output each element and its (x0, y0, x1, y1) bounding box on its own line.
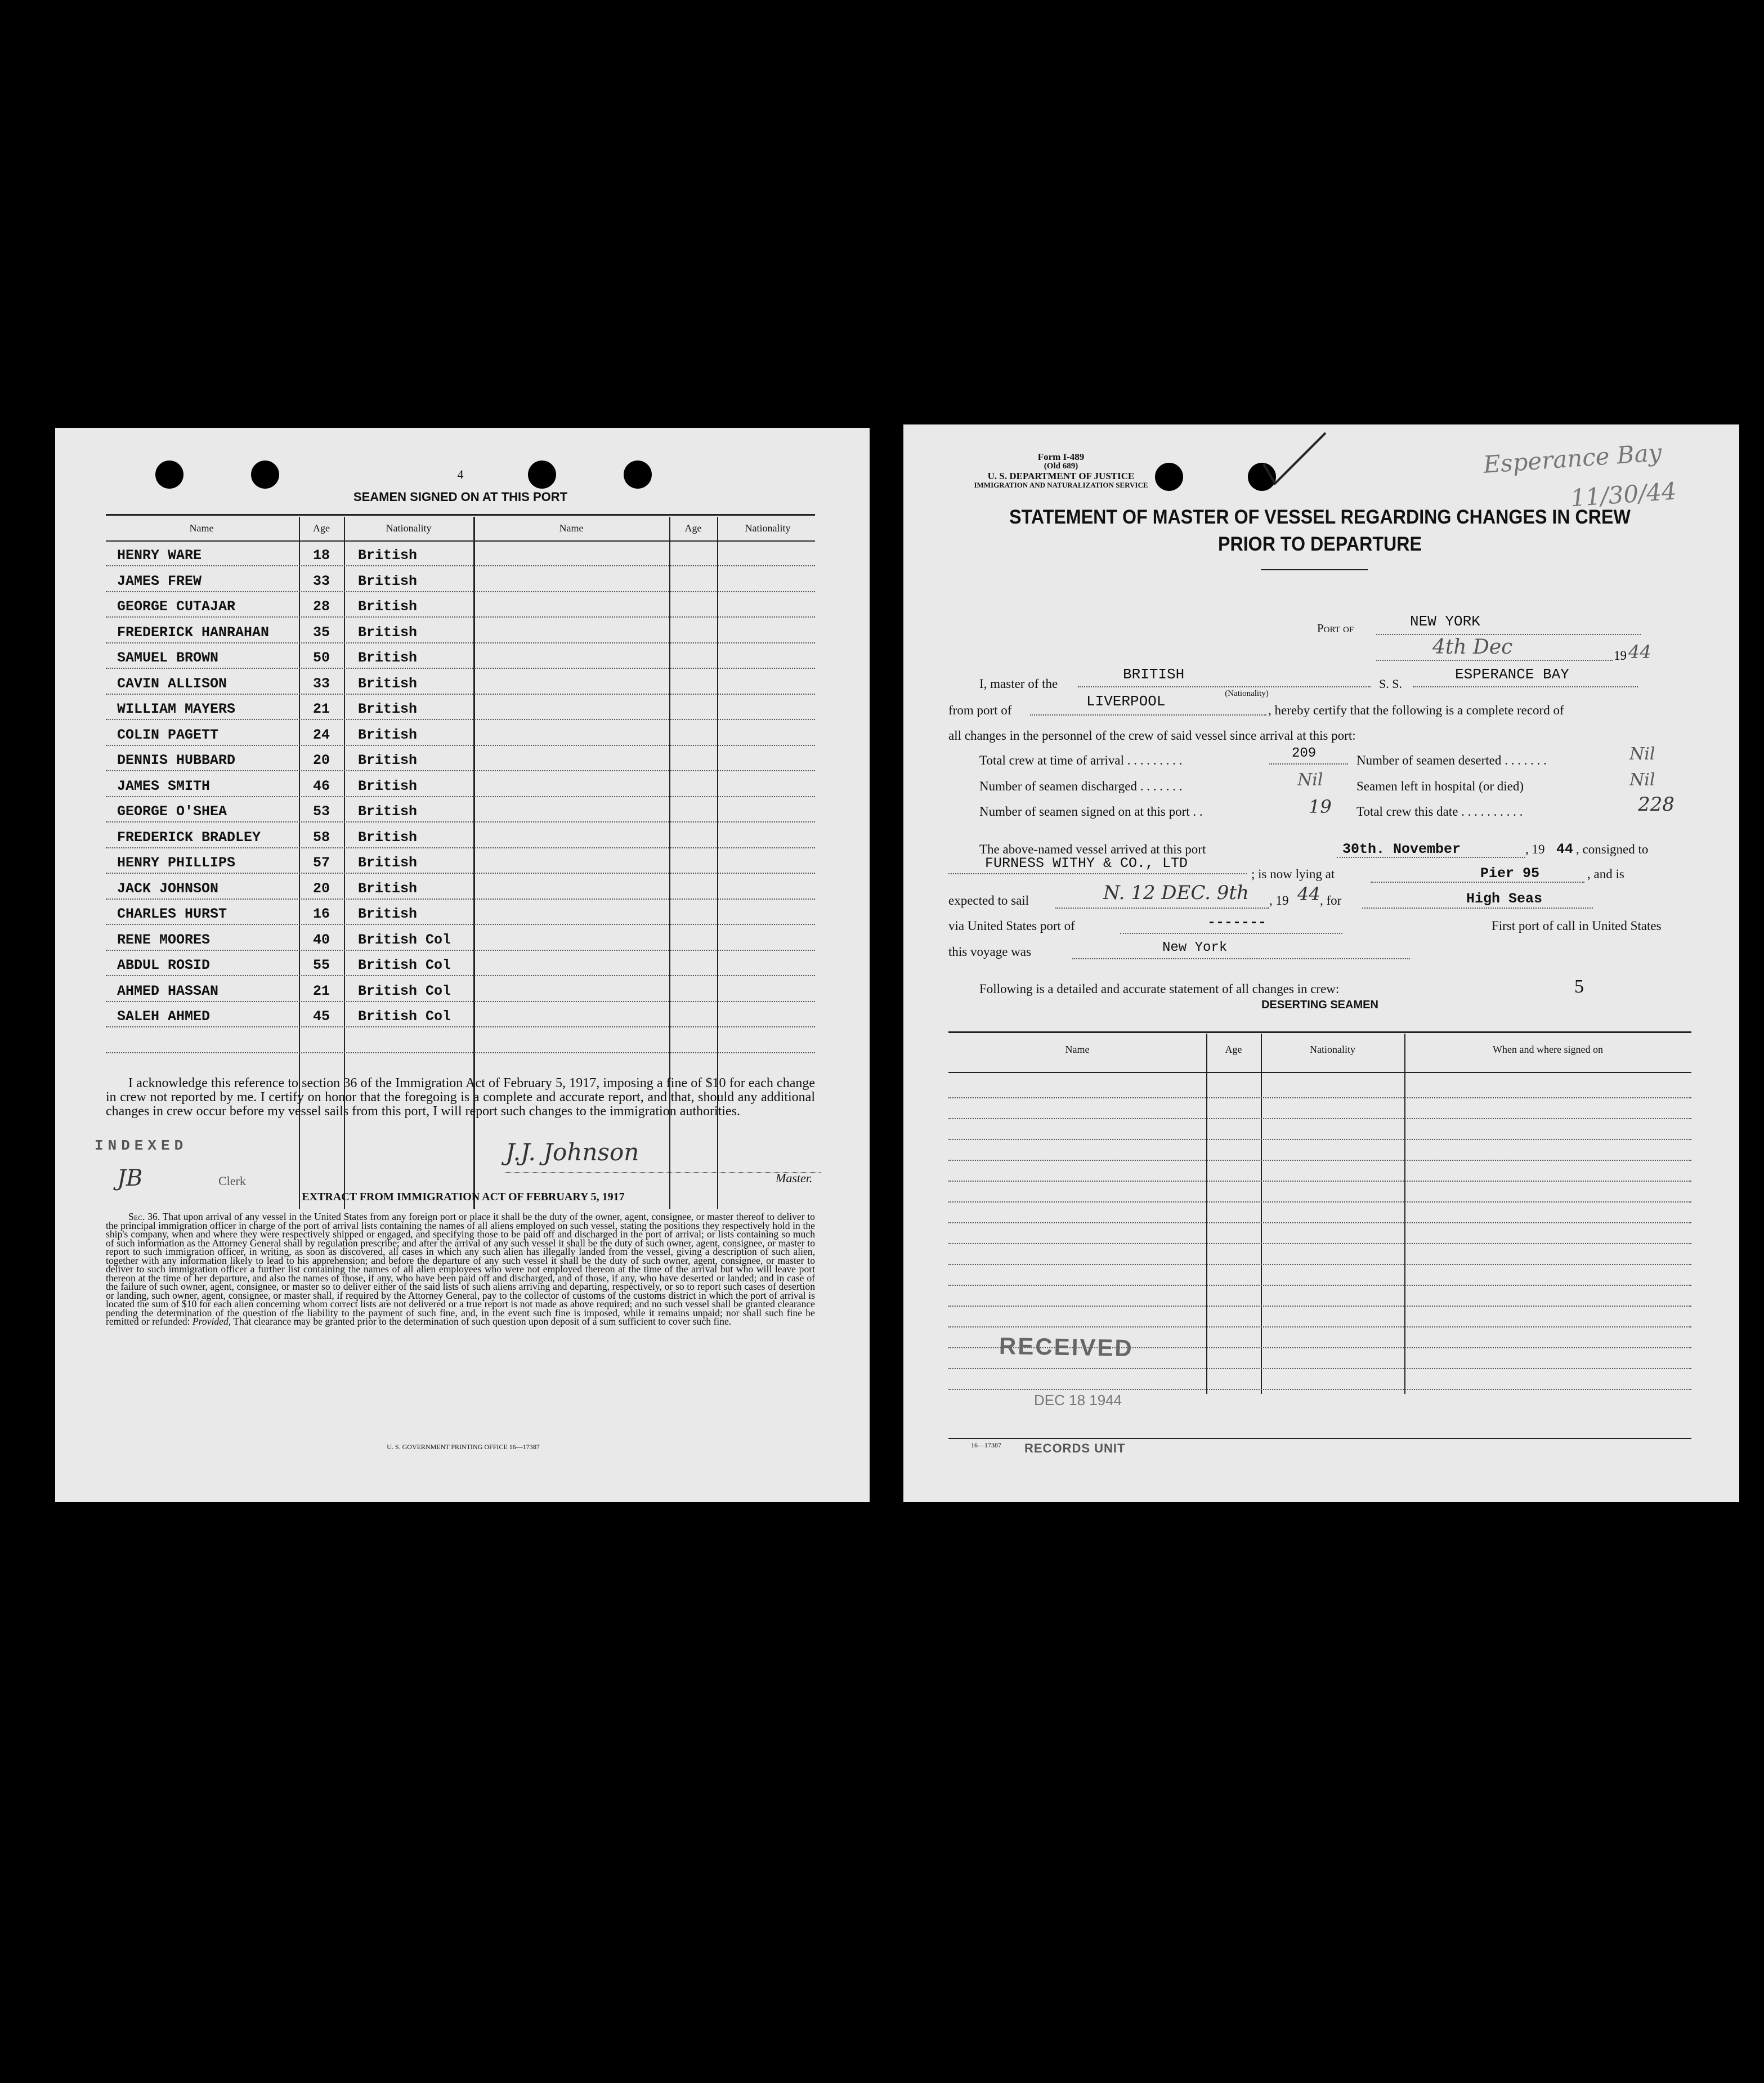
page-number: 4 (457, 467, 464, 481)
crew-nationality: British (358, 880, 418, 897)
crew-name: CAVIN ALLISON (117, 675, 227, 692)
records-unit-stamp: RECORDS UNIT (1024, 1441, 1126, 1455)
row-rule (106, 668, 815, 669)
master-of-label: I, master of the (979, 677, 1058, 691)
column-divider (1261, 1034, 1262, 1394)
row-rule (106, 1052, 815, 1053)
crew-nationality: British (358, 777, 418, 794)
form-old-id: (Old 689) (1044, 462, 1078, 471)
row-rule (106, 591, 815, 592)
column-header-name: Name (1065, 1044, 1090, 1055)
crew-nationality: British Col (358, 957, 451, 973)
is-label: , and is (1587, 867, 1624, 881)
via-label: via United States port of (948, 919, 1075, 933)
extract-body: That upon arrival of any vessel in the United States from any foreign port or place it shall be the duty of the owner, agent, consignee, or master thereof to deliver to the principal immigration officer in charge of the port of arrival lists containing the names of all aliens employed on such vessel, stating the positions they respectively hold in the ship's company, when and where they were respectively shipped or engaged, and specifying those to be paid off and discharged in the port of arrival; or lists containing so much of such information as the Attorney General shall by regulation prescribe; and after the arrival of any such vessel it shall be the duty of such owner, agent, consignee, or master to report to such immigration officer, in writing, as soon as discovered, all cases in which any such alien has illegally landed from the vessel, giving a description of such alien, together with any information likely to lead to his apprehension; and before the departure of any such vessel it shall be the duty of such owner, agent, consignee, or master to deliver to such immigration officer a further list containing the names of all alien employees who were not employed thereon at the time of the arrival but who will leave port thereon at the time of her departure, and also the names of those, if any, who have been paid off and discharged, and of those, if any, who have deserted or landed; and in case of the failure of such owner, agent, consignee, or master so to deliver either of the said lists of such aliens arriving and departing, respectively, or so to report such cases of desertion or landing, such owner, agent, consignee, or master shall, if required by the Attorney General, pay to the collector of customs of the customs district in which the port of arrival is located the sum of $10 for each alien concerning whom correct lists are not delivered or a true report is not made as above required; and no such vessel shall be granted clearance pending the determination of the question of the liability to the payment of such fine, and, in the event such fine is imposed, while it remains unpaid; nor shall such fine be remitted or refunded: (106, 1211, 815, 1327)
row-rule (106, 642, 815, 643)
crew-age: 45 (312, 1008, 330, 1025)
row-rule (948, 1285, 1691, 1286)
row-rule (106, 873, 815, 874)
row-rule (948, 1243, 1691, 1244)
row-rule (106, 847, 815, 848)
crew-name: CHARLES HURST (117, 906, 227, 922)
row-rule (106, 694, 815, 695)
crew-nationality: British Col (358, 931, 451, 948)
crew-age: 33 (312, 675, 330, 692)
crew-nationality: British (358, 675, 418, 692)
crew-name: JAMES FREW (117, 573, 202, 589)
year-prefix: 19 (1614, 649, 1627, 663)
row-rule (106, 950, 815, 951)
total-arrival-value: 209 (1292, 746, 1317, 761)
fill-line (1376, 634, 1641, 635)
crew-nationality: British (358, 701, 418, 717)
form-title: STATEMENT OF MASTER OF VESSEL REGARDING CHANGES IN CREW (1009, 506, 1631, 528)
column-divider (1206, 1034, 1207, 1394)
extract-tail: That clearance may be granted prior to the determination of such question upon deposit of a sum sufficient to cover such fine. (233, 1316, 732, 1327)
row-rule (106, 745, 815, 746)
acknowledgement-text: I acknowledge this reference to section 36 of the Immigration Act of February 5, 1917, imposing a fine of $10 for each change in crew not reported by me. I certify on honor that the foregoing is a complete and accurate report, and that, should any additional changes in crew occur before my vessel sails from this port, I will report such changes to the immigration authorities. (106, 1076, 815, 1119)
row-rule (948, 1264, 1691, 1265)
crew-age: 46 (312, 777, 330, 794)
extract-title: EXTRACT FROM IMMIGRATION ACT OF FEBRUARY 5, 1917 (302, 1191, 625, 1203)
row-rule (948, 1201, 1691, 1203)
crew-nationality: British (358, 650, 418, 666)
signed-on-value: 19 (1309, 796, 1332, 817)
first-port-label: First port of call in United States (1492, 919, 1662, 933)
hospital-label: Seamen left in hospital (or died) (1356, 779, 1524, 793)
crew-age: 20 (312, 752, 330, 768)
fill-line (1269, 763, 1348, 765)
crew-nationality: British Col (358, 1008, 451, 1025)
column-divider (1404, 1034, 1405, 1394)
crew-name: JACK JOHNSON (117, 880, 219, 897)
row-rule (106, 616, 815, 618)
lying-label: ; is now lying at (1251, 867, 1335, 881)
crew-age: 55 (312, 957, 330, 973)
row-rule (948, 1368, 1691, 1369)
column-header-age: Age (684, 522, 702, 534)
crew-age: 28 (312, 598, 330, 615)
extract-proviso: Provided, (192, 1316, 231, 1327)
following-label: Following is a detailed and accurate statement of all changes in crew: (979, 982, 1340, 996)
from-port-label: from port of (948, 703, 1012, 717)
port-value: NEW YORK (1410, 613, 1480, 630)
hospital-value: Nil (1629, 770, 1655, 790)
signature-line (505, 1172, 821, 1173)
table-header-rule (106, 540, 815, 542)
section-title: SEAMEN SIGNED ON AT THIS PORT (353, 490, 568, 504)
crew-nationality: British (358, 547, 418, 564)
handwritten-ship-name: Esperance Bay (1482, 438, 1663, 479)
arrived-year: 44 (1556, 841, 1574, 857)
handwritten-date: 11/30/44 (1569, 477, 1678, 512)
for-value: High Seas (1466, 891, 1543, 907)
total-arrival-label: Total crew at time of arrival . . . . . . . . . (979, 753, 1183, 767)
crew-nationality: British (358, 624, 418, 641)
punch-hole (624, 461, 652, 489)
form-id: Form I-489 (1037, 452, 1085, 462)
discharged-value: Nil (1297, 770, 1323, 790)
arrived-year-prefix: , 19 (1525, 842, 1545, 856)
crew-age: 33 (312, 573, 330, 589)
fill-line (1413, 686, 1638, 687)
crew-name: AHMED HASSAN (117, 982, 219, 999)
fill-line (1376, 660, 1613, 661)
printing-office: U. S. GOVERNMENT PRINTING OFFICE 16—17387 (387, 1443, 540, 1451)
fill-line (1337, 857, 1525, 858)
crew-nationality: British (358, 906, 418, 922)
column-header-age: Age (313, 522, 330, 534)
crew-nationality: British (358, 598, 418, 615)
row-rule (106, 924, 815, 925)
ship-name: ESPERANCE BAY (1455, 666, 1569, 683)
row-rule (106, 565, 815, 566)
arrived-label: The above-named vessel arrived at this port (979, 842, 1206, 856)
crew-name: JAMES SMITH (117, 777, 211, 794)
left-page (55, 428, 870, 1502)
fill-line (1362, 908, 1593, 909)
consigned-label: , consigned to (1576, 842, 1649, 856)
crew-age: 50 (312, 650, 330, 666)
row-rule (948, 1389, 1691, 1390)
clerk-label: Clerk (218, 1174, 246, 1188)
crew-name: ABDUL ROSID (117, 957, 211, 973)
row-rule (106, 796, 815, 797)
total-date-label: Total crew this date . . . . . . . . . . (1356, 804, 1523, 819)
print-code: 16—17387 (971, 1441, 1001, 1449)
column-header-nationality: Nationality (386, 522, 432, 534)
voyage-value: New York (1162, 940, 1228, 955)
consignee: FURNESS WITHY & CO., LTD (985, 855, 1188, 871)
crew-age: 21 (312, 701, 330, 717)
form-subtitle: PRIOR TO DEPARTURE (1218, 533, 1422, 555)
crew-age: 40 (312, 931, 330, 948)
crew-age: 57 (312, 855, 330, 871)
table-top-rule (106, 514, 815, 516)
ss-label: S. S. (1379, 677, 1402, 691)
column-header-signed-on: When and where signed on (1493, 1044, 1603, 1055)
fill-line (1078, 686, 1371, 687)
crew-age: 21 (312, 982, 330, 999)
row-rule (106, 719, 815, 720)
row-rule (106, 821, 815, 823)
row-rule (106, 975, 815, 976)
check-mark-icon (1258, 430, 1331, 492)
department: U. S. DEPARTMENT OF JUSTICE (987, 471, 1135, 481)
punch-hole (528, 461, 556, 489)
expected-year: 44 (1297, 883, 1320, 905)
crew-age: 24 (312, 726, 330, 743)
crew-name: FREDERICK BRADLEY (117, 829, 261, 846)
clerk-initials: JB (117, 1165, 143, 1191)
crew-name: WILLIAM MAYERS (117, 701, 236, 717)
extract-lead: Sec. 36. (128, 1211, 160, 1222)
expected-label: expected to sail (948, 893, 1029, 908)
crew-age: 35 (312, 624, 330, 641)
crew-nationality: British (358, 752, 418, 768)
crew-nationality: British (358, 829, 418, 846)
received-date: DEC 18 1944 (1034, 1392, 1122, 1409)
row-rule (106, 899, 815, 900)
discharged-label: Number of seamen discharged . . . . . . . (979, 779, 1183, 793)
table-header-rule (948, 1072, 1691, 1073)
column-header-name: Name (559, 522, 584, 534)
crew-name: SAMUEL BROWN (117, 650, 219, 666)
title-rule (1261, 569, 1368, 570)
fill-line (1072, 958, 1410, 959)
crew-age: 58 (312, 829, 330, 846)
fill-line (948, 873, 1247, 874)
voyage-label: this voyage was (948, 945, 1031, 959)
column-header-age: Age (1225, 1044, 1242, 1055)
fill-line (1030, 714, 1266, 716)
arrived-value: 30th. November (1342, 841, 1461, 857)
crew-nationality: British Col (358, 982, 451, 999)
master-label: Master. (776, 1171, 813, 1185)
crew-age: 16 (312, 906, 330, 922)
total-date-value: 228 (1638, 793, 1675, 816)
fill-line (1120, 933, 1342, 934)
crew-name: HENRY WARE (117, 547, 202, 564)
crew-name: COLIN PAGETT (117, 726, 219, 743)
crew-nationality: British (358, 573, 418, 589)
row-rule (106, 1001, 815, 1002)
for-label: , for (1320, 893, 1342, 908)
crew-age: 18 (312, 547, 330, 564)
column-header-nationality: Nationality (1310, 1044, 1355, 1055)
signed-on-label: Number of seamen signed on at this port . . (979, 804, 1203, 819)
expected-value: N. 12 DEC. 9th (1103, 882, 1249, 904)
table-bottom-rule (948, 1438, 1691, 1439)
deserting-title: DESERTING SEAMEN (1261, 999, 1378, 1011)
right-page (903, 424, 1739, 1502)
service: IMMIGRATION AND NATURALIZATION SERVICE (974, 481, 1148, 489)
received-stamp: RECEIVED (999, 1332, 1134, 1362)
row-rule (948, 1326, 1691, 1327)
port-label: Port of (1317, 622, 1354, 635)
certify-text: , hereby certify that the following is a complete record of (1268, 703, 1564, 717)
crew-name: HENRY PHILLIPS (117, 855, 236, 871)
expected-year-prefix: , 19 (1269, 893, 1289, 908)
crew-age: 53 (312, 803, 330, 820)
column-header-name: Name (189, 522, 214, 534)
row-rule (106, 770, 815, 771)
fill-line (1371, 882, 1584, 883)
crew-name: FREDERICK HANRAHAN (117, 624, 270, 641)
crew-nationality: British (358, 726, 418, 743)
crew-name: GEORGE CUTAJAR (117, 598, 236, 615)
via-value: ------- (1207, 914, 1267, 931)
crew-name: GEORGE O'SHEA (117, 803, 227, 820)
changes-text: all changes in the personnel of the crew of said vessel since arrival at this port: (948, 728, 1356, 743)
row-rule (948, 1118, 1691, 1119)
row-rule (948, 1160, 1691, 1161)
deserted-value: Nil (1629, 744, 1655, 764)
crew-nationality: British (358, 803, 418, 820)
crew-name: SALEH AHMED (117, 1008, 211, 1025)
indexed-stamp: INDEXED (95, 1137, 188, 1154)
date-value: 4th Dec (1432, 636, 1513, 659)
punch-hole (155, 461, 183, 489)
column-header-nationality: Nationality (745, 522, 791, 534)
row-rule (948, 1181, 1691, 1182)
table-top-rule (948, 1031, 1691, 1033)
crew-age: 20 (312, 880, 330, 897)
from-port-value: LIVERPOOL (1086, 693, 1166, 710)
row-rule (948, 1097, 1691, 1098)
nationality-value: BRITISH (1123, 666, 1185, 683)
nationality-caption: (Nationality) (1225, 689, 1269, 698)
lying-value: Pier 95 (1480, 865, 1540, 882)
fill-line (1055, 908, 1269, 909)
extract-text (106, 1213, 815, 1326)
crew-nationality: British (358, 855, 418, 871)
master-signature: J.J. Johnson (505, 1138, 639, 1166)
page-count: 5 (1574, 976, 1584, 997)
year-value: 44 (1628, 641, 1651, 663)
row-rule (948, 1306, 1691, 1307)
row-rule (948, 1222, 1691, 1223)
row-rule (106, 1026, 815, 1027)
deserted-label: Number of seamen deserted . . . . . . . (1356, 753, 1547, 767)
row-rule (948, 1139, 1691, 1140)
crew-name: DENNIS HUBBARD (117, 752, 236, 768)
crew-name: RENE MOORES (117, 931, 211, 948)
punch-hole (251, 461, 279, 489)
